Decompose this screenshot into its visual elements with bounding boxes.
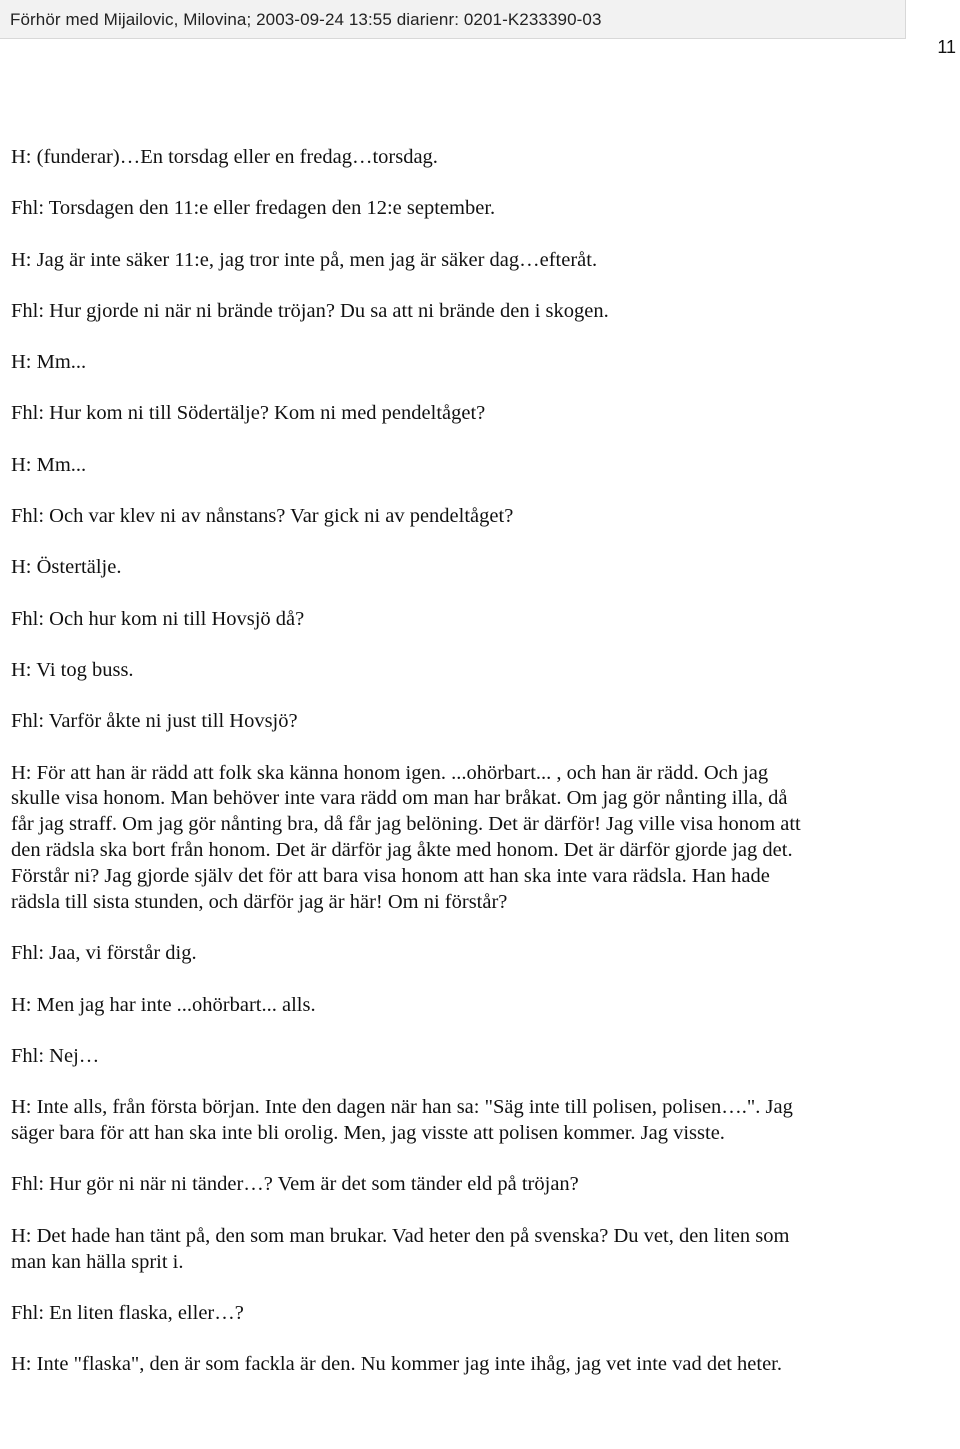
transcript-line: H: Mm... bbox=[11, 351, 87, 374]
transcript-line: Fhl: Nej… bbox=[11, 1044, 100, 1067]
transcript-line: Fhl: Och var klev ni av nånstans? Var gick ni av pendeltåget? bbox=[11, 505, 514, 528]
transcript-line: H: Inte alls, från första början. Inte den dagen när han sa: "Säg inte till polisen, polisen….". Jag säger bara för att han ska inte bli orolig. Men, jag visste att polisen kommer. Jag visste. bbox=[11, 1096, 793, 1145]
transcript-line: H: Mm... bbox=[11, 453, 87, 476]
transcript-line: H: Men jag har inte ...ohörbart... alls. bbox=[11, 993, 316, 1016]
transcript-line: H: Vi tog buss. bbox=[11, 658, 134, 681]
transcript-body bbox=[11, 145, 811, 1404]
transcript-line: Fhl: Hur gjorde ni när ni brände tröjan? Du sa att ni brände den i skogen. bbox=[11, 299, 609, 322]
transcript-line: H: Inte "flaska", den är som fackla är den. Nu kommer jag inte ihåg, jag vet inte vad det heter. bbox=[11, 1353, 782, 1376]
page-number: 11 bbox=[937, 37, 956, 57]
transcript-line: Fhl: En liten flaska, eller…? bbox=[11, 1301, 244, 1324]
transcript-line: Fhl: Varför åkte ni just till Hovsjö? bbox=[11, 710, 298, 733]
transcript-line: H: Jag är inte säker 11:e, jag tror inte på, men jag är säker dag…efteråt. bbox=[11, 248, 598, 271]
transcript-line: Fhl: Och hur kom ni till Hovsjö då? bbox=[11, 607, 305, 630]
document-header bbox=[0, 0, 906, 39]
transcript-line: Fhl: Torsdagen den 11:e eller fredagen den 12:e september. bbox=[11, 197, 496, 220]
transcript-line: Fhl: Jaa, vi förstår dig. bbox=[11, 942, 197, 965]
transcript-line: H: För att han är rädd att folk ska känna honom igen. ...ohörbart... , och han är rädd. Och jag skulle visa honom. Man behöver inte vara rädd om man har bråkat. Om jag gör nånting illa, då får jag straff. Om jag gör nånting bra, då får jag belöning. Det är därför! Jag ville visa honom att den rädsla ska bort från honom. Det är därför jag åkte med honom. Det är därför gjorde jag det. Förstår ni? Jag gjorde själv det för att bara visa honom att han ska inte vara rädsla. Han hade rädsla till sista stunden, och därför jag är här! Om ni förstår? bbox=[11, 761, 801, 914]
transcript-line: H: Östertälje. bbox=[11, 556, 122, 579]
header-title: Förhör med Mijailovic, Milovina; 2003-09-24 13:55 diarienr: 0201-K233390-03 bbox=[10, 10, 602, 29]
transcript-line: Fhl: Hur gör ni när ni tänder…? Vem är det som tänder eld på tröjan? bbox=[11, 1173, 579, 1196]
transcript-line: H: Det hade han tänt på, den som man brukar. Vad heter den på svenska? Du vet, den liten som man kan hälla sprit i. bbox=[11, 1224, 790, 1273]
transcript-line: Fhl: Hur kom ni till Södertälje? Kom ni med pendeltåget? bbox=[11, 402, 486, 425]
transcript-line: H: (funderar)…En torsdag eller en fredag…torsdag. bbox=[11, 146, 438, 168]
